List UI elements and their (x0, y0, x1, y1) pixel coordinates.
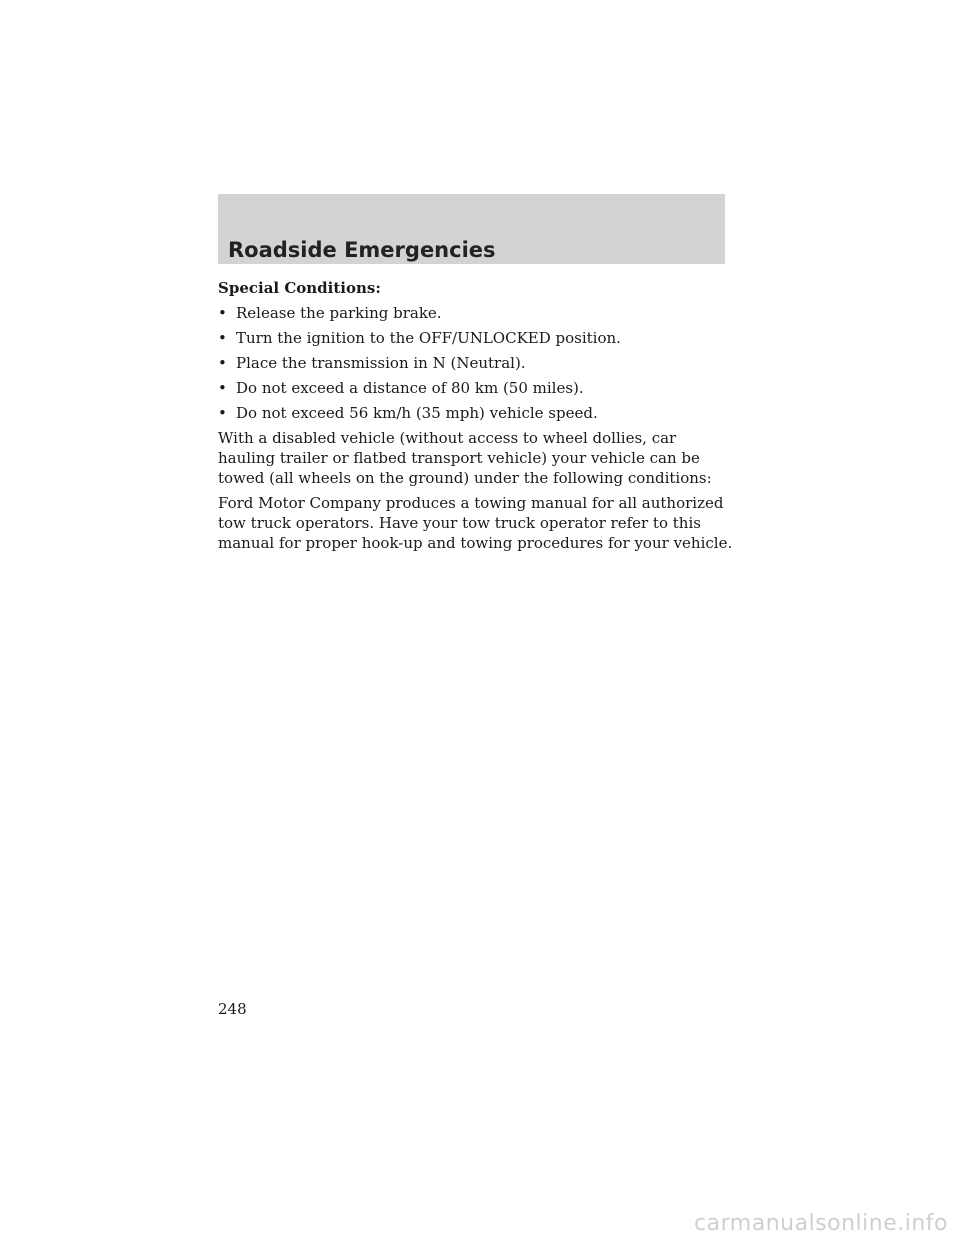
conditions-list (218, 303, 738, 423)
bullet-icon: • (218, 304, 227, 322)
page-content (218, 278, 738, 558)
list-item (218, 353, 738, 373)
list-item-text: Do not exceed a distance of 80 km (50 miles). (236, 379, 584, 397)
bullet-icon: • (218, 354, 227, 372)
section-title: Roadside Emergencies (228, 238, 496, 262)
section-header-band (218, 194, 725, 264)
list-item-text: Turn the ignition to the OFF/UNLOCKED position. (236, 329, 621, 347)
list-item (218, 378, 738, 398)
bullet-icon: • (218, 404, 227, 422)
list-item (218, 328, 738, 348)
list-item (218, 303, 738, 323)
list-item-text: Release the parking brake. (236, 304, 442, 322)
watermark-text: carmanualsonline.info (694, 1211, 948, 1236)
list-item-text: Do not exceed 56 km/h (35 mph) vehicle speed. (236, 404, 598, 422)
page-number: 248 (218, 1000, 247, 1018)
bullet-icon: • (218, 379, 227, 397)
paragraph-towing-manual: Ford Motor Company produces a towing manual for all authorized tow truck operators. Have your tow truck operator refer to this manual for proper hook-up and towing procedures for your vehicle. (218, 494, 733, 552)
list-item-text: Place the transmission in N (Neutral). (236, 354, 526, 372)
list-item (218, 403, 738, 423)
subheading-special-conditions: Special Conditions: (218, 279, 381, 297)
paragraph-disabled-vehicle: With a disabled vehicle (without access to wheel dollies, car hauling trailer or flatbed transport vehicle) your vehicle can be towed (all wheels on the ground) under the following conditions: (218, 429, 712, 487)
bullet-icon: • (218, 329, 227, 347)
